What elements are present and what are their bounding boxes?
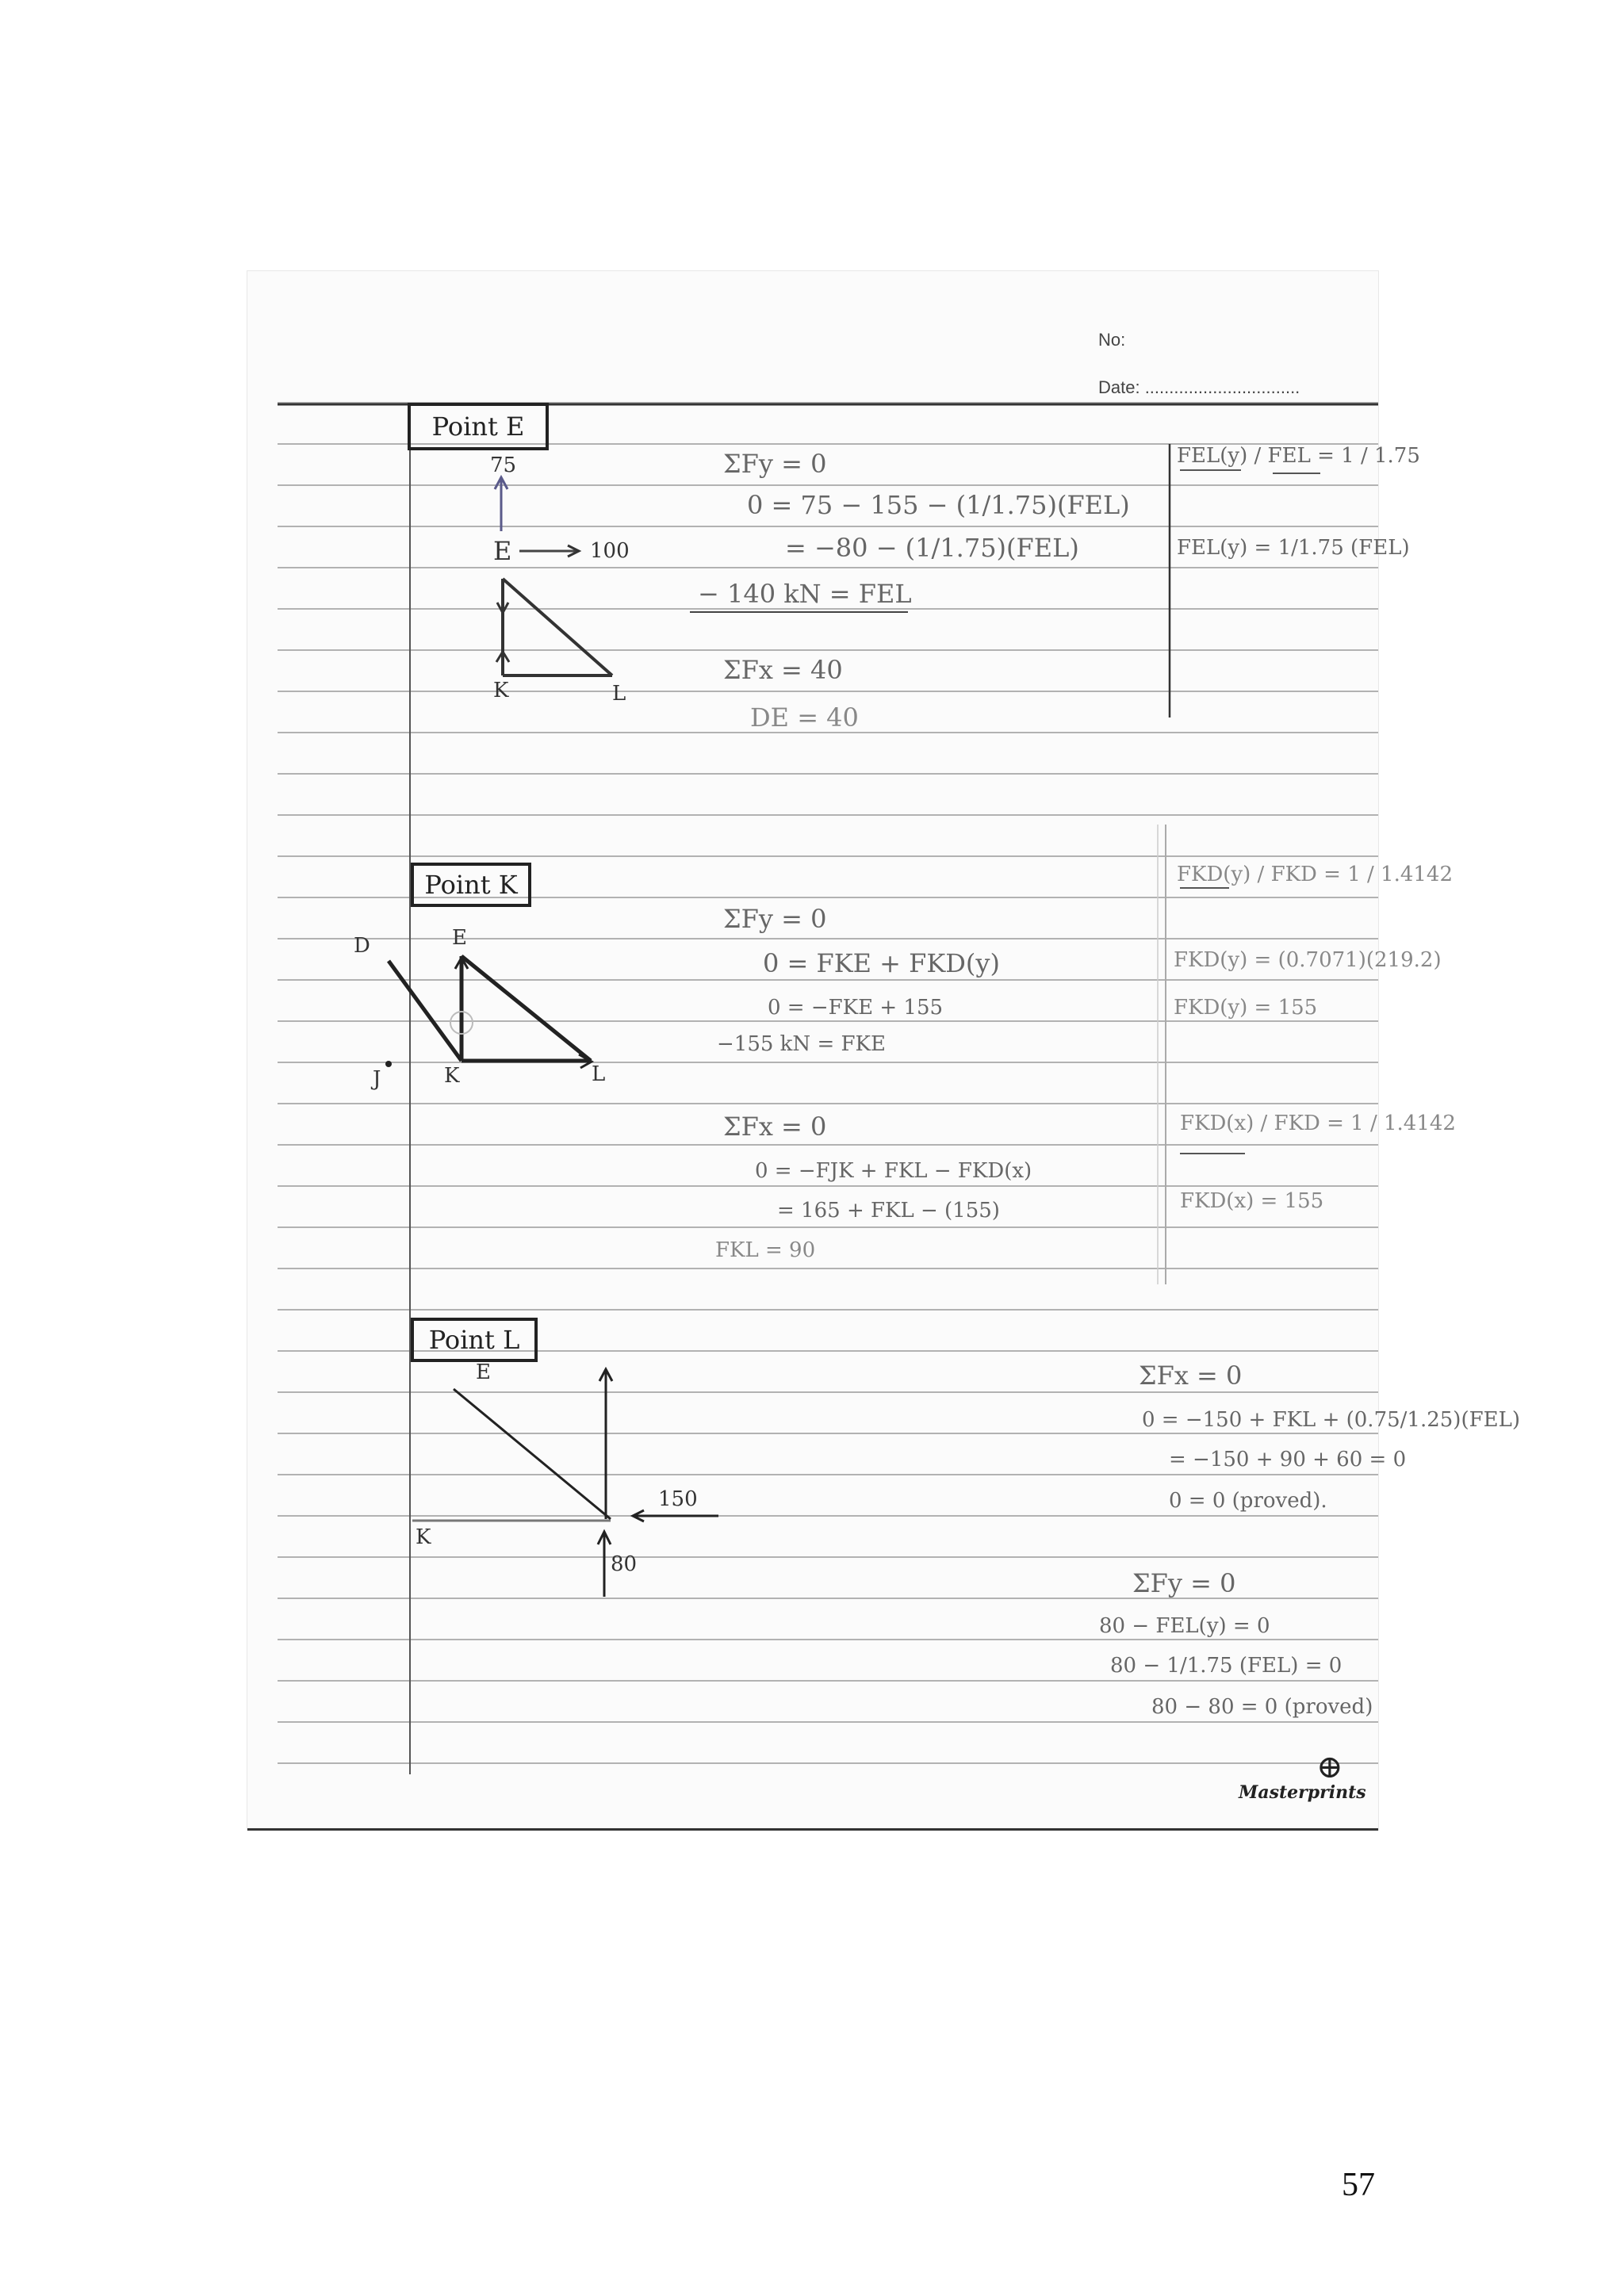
brand-logo-icon: ⊕	[1316, 1749, 1343, 1785]
section-label-text: Point E	[431, 411, 525, 442]
diagram-label: E	[493, 536, 512, 566]
equation-line: = 165 + FKL − (155)	[777, 1199, 1000, 1223]
equation-line: 0 = 75 − 155 − (1/1.75)(FEL)	[747, 490, 1130, 520]
section-label-point-l	[411, 1318, 538, 1362]
equation-line: DE = 40	[750, 702, 859, 733]
diagram-label: 100	[590, 539, 630, 563]
equation-line: FKL = 90	[715, 1238, 816, 1262]
equation-line: = −150 + 90 + 60 = 0	[1169, 1448, 1407, 1471]
diagram-label: D	[354, 934, 370, 958]
section-label-point-e	[408, 403, 549, 450]
equation-line: ΣFx = 0	[1139, 1360, 1243, 1391]
equation-line: 80 − 1/1.75 (FEL) = 0	[1110, 1654, 1342, 1678]
section-label-text: Point L	[428, 1325, 520, 1355]
equation-line: − 140 kN = FEL	[698, 579, 912, 609]
side-note: FKD(x) / FKD = 1 / 1.4142	[1180, 1112, 1456, 1135]
equation-line: 0 = 0 (proved).	[1169, 1489, 1327, 1513]
equation-line: 0 = −FKE + 155	[768, 996, 944, 1020]
diagram-label: L	[592, 1062, 606, 1086]
side-note: FKD(x) = 155	[1180, 1189, 1324, 1213]
diagram-label: K	[416, 1525, 431, 1549]
diagram-label: K	[493, 679, 509, 702]
side-note: FEL(y) = 1/1.75 (FEL)	[1177, 536, 1410, 560]
equation-line: ΣFy = 0	[723, 449, 827, 479]
equation-line: 0 = FKE + FKD(y)	[763, 948, 1000, 978]
diagram-label: 80	[611, 1552, 638, 1576]
equation-line: 0 = −FJK + FKL − FKD(x)	[755, 1159, 1032, 1183]
equation-line: ΣFy = 0	[1132, 1568, 1236, 1598]
equation-line: 80 − FEL(y) = 0	[1099, 1614, 1270, 1638]
number-label: No:	[1098, 330, 1126, 350]
page-number: 57	[1342, 2167, 1375, 2203]
side-note: FKD(y) = (0.7071)(219.2)	[1174, 948, 1442, 972]
equation-line: ΣFx = 0	[723, 1112, 827, 1142]
diagram-label: E	[476, 1360, 491, 1384]
equation-line: ΣFx = 40	[723, 655, 843, 685]
equation-line: ΣFy = 0	[723, 904, 827, 934]
side-note: FKD(y) / FKD = 1 / 1.4142	[1177, 863, 1454, 886]
equation-line: = −80 − (1/1.75)(FEL)	[785, 533, 1079, 563]
diagram-label: L	[612, 682, 626, 706]
side-note: FEL(y) / FEL = 1 / 1.75	[1177, 444, 1420, 468]
diagram-label: E	[452, 926, 467, 950]
diagram-label: 150	[658, 1487, 698, 1511]
diagram-label: 75	[490, 453, 517, 477]
diagram-label: K	[444, 1064, 460, 1088]
date-label: Date: ................................	[1098, 377, 1300, 397]
equation-line: 80 − 80 = 0 (proved)	[1151, 1695, 1373, 1719]
brand-label: Masterprints	[1239, 1782, 1366, 1803]
section-label-text: Point K	[424, 870, 518, 900]
equation-line: −155 kN = FKE	[717, 1032, 886, 1056]
section-label-point-k	[411, 863, 531, 907]
side-note: FKD(y) = 155	[1174, 996, 1318, 1020]
diagram-label: J	[373, 1067, 381, 1091]
equation-line: 0 = −150 + FKL + (0.75/1.25)(FEL)	[1142, 1408, 1521, 1432]
